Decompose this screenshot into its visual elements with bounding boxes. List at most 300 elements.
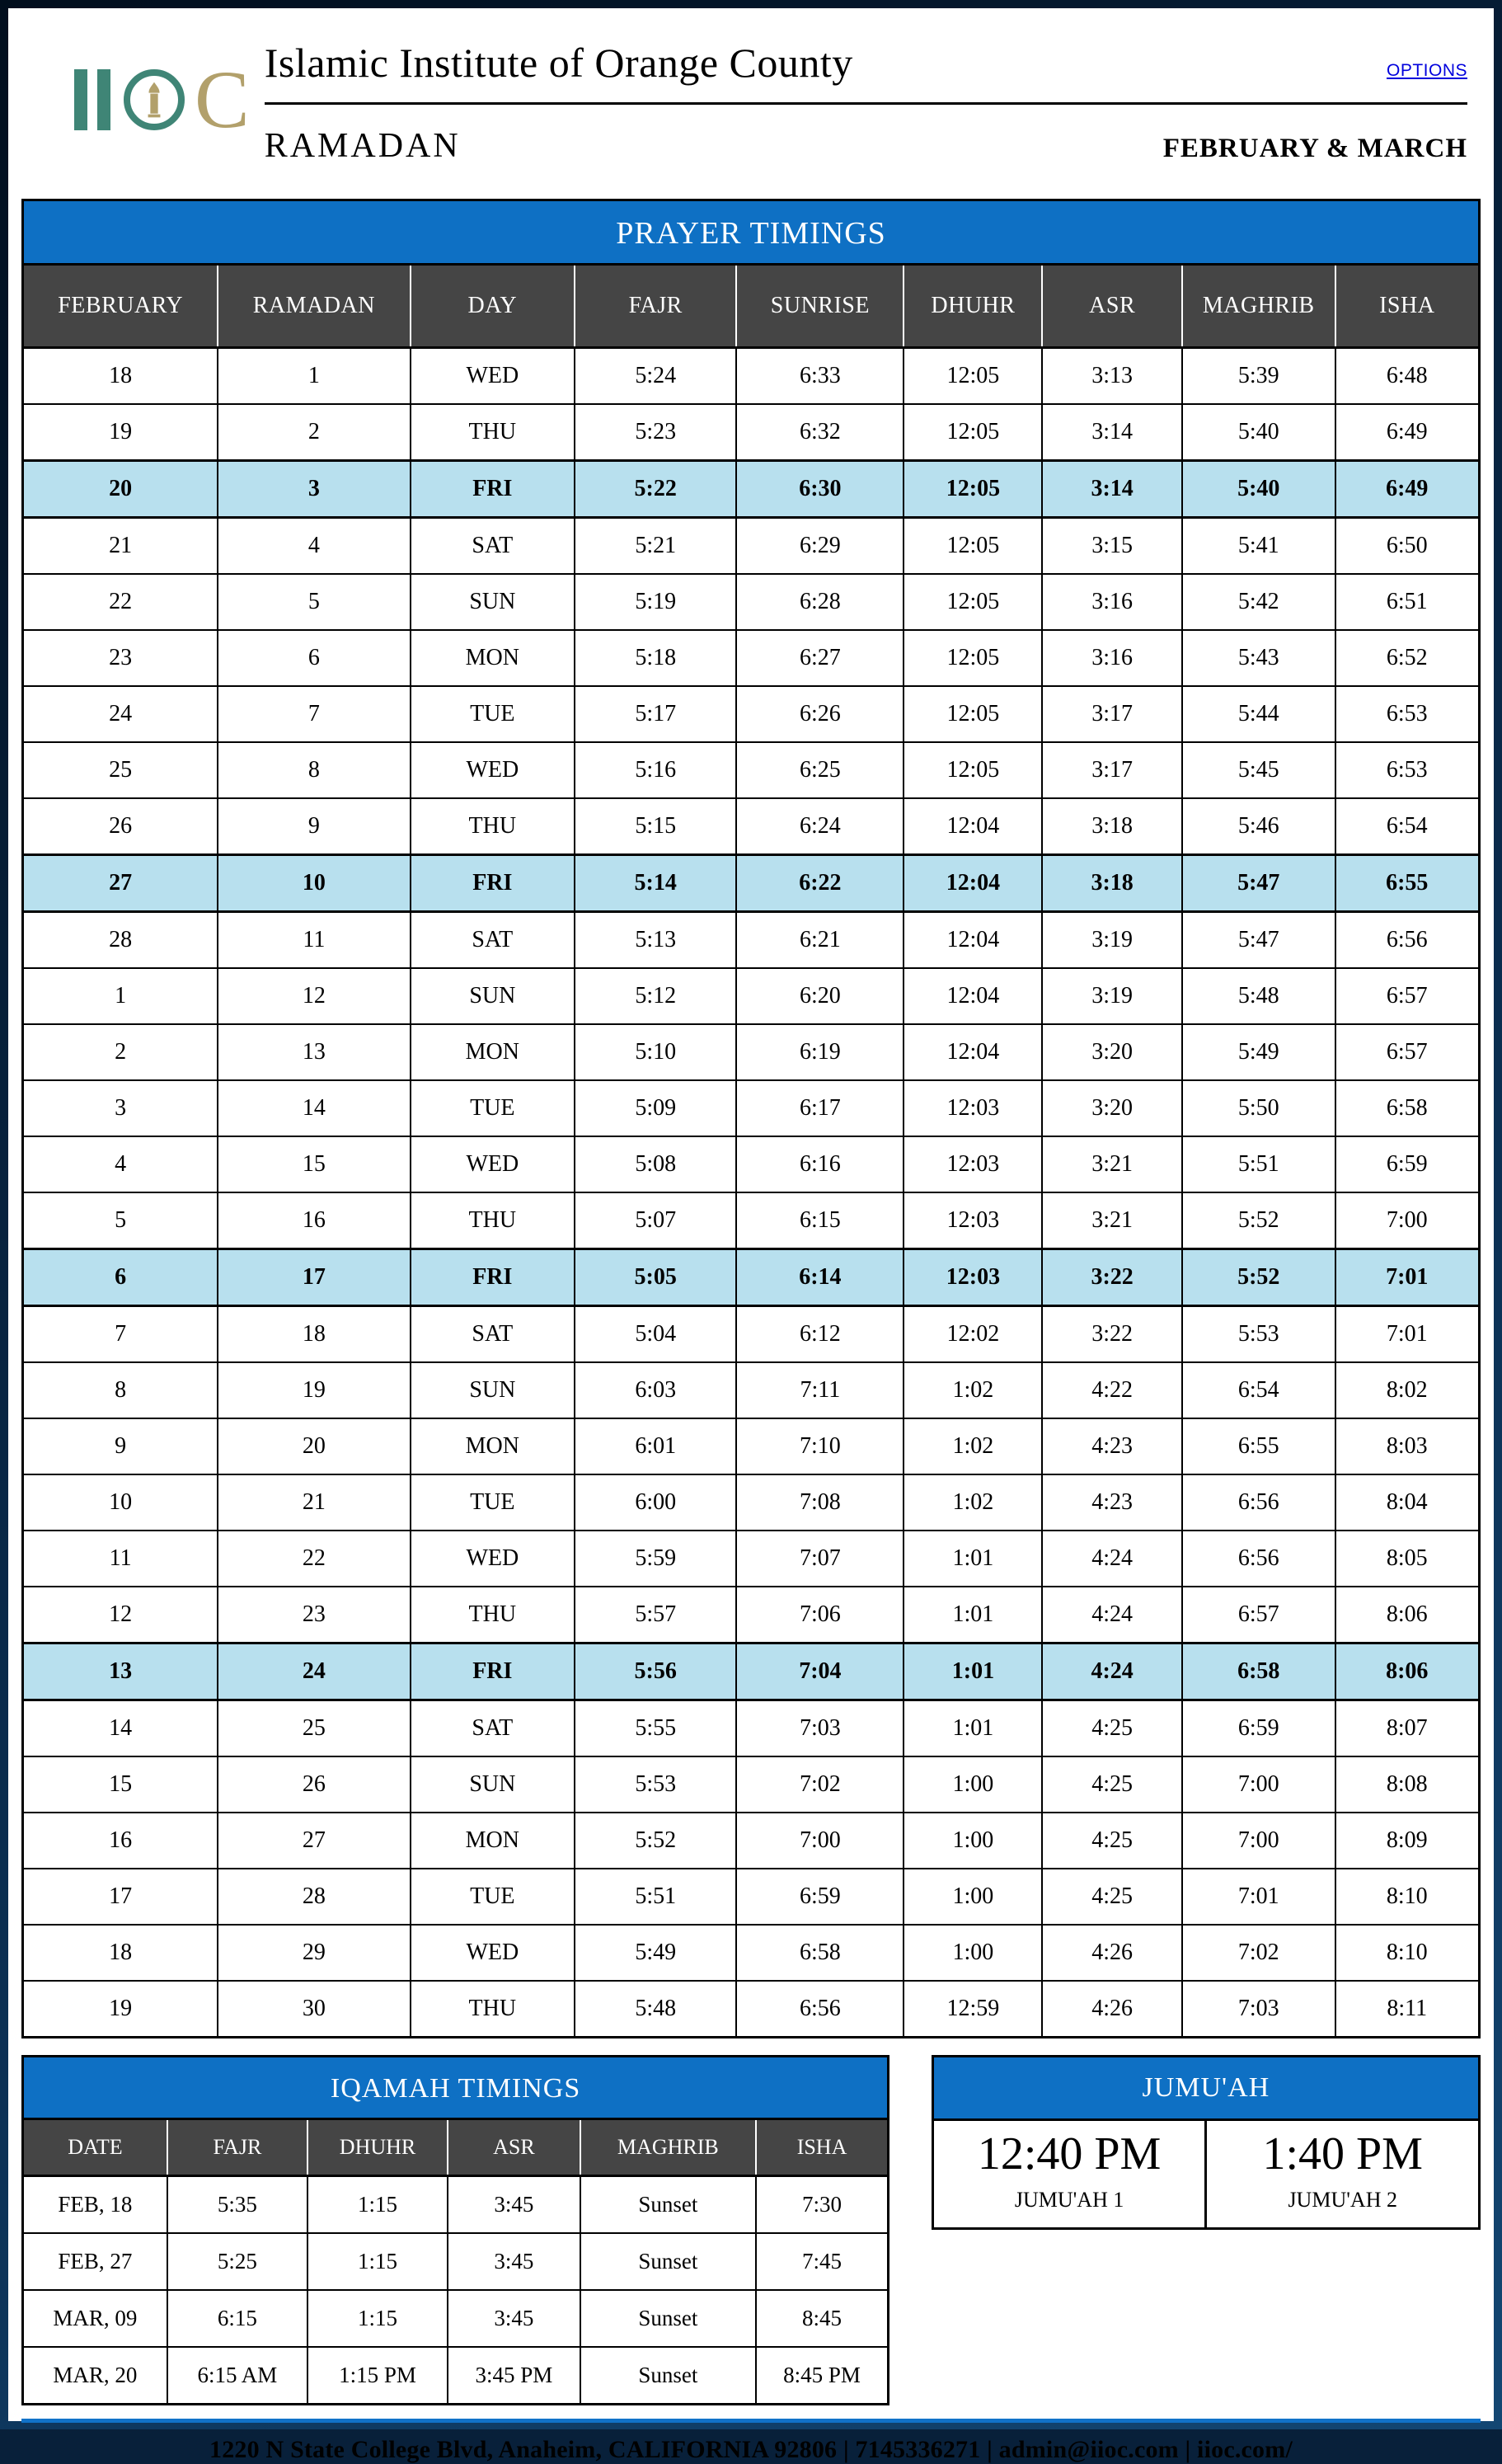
table-row bbox=[23, 2233, 889, 2290]
cell-maghrib: 6:56 bbox=[1182, 1531, 1335, 1587]
logo-c-letter: C bbox=[195, 54, 250, 145]
cell-sunrise: 6:26 bbox=[736, 686, 904, 742]
cell-sunrise: 6:21 bbox=[736, 911, 904, 968]
footer-address: 1220 N State College Blvd, Anaheim, CALIFORNIA 92806 | 7145336271 | admin@iioc.com | iioc.com/ bbox=[209, 2435, 1293, 2463]
cell-maghrib: 5:49 bbox=[1182, 1024, 1335, 1080]
cell-asr: 3:21 bbox=[1042, 1136, 1182, 1192]
cell-asr: 3:45 bbox=[448, 2290, 580, 2347]
cell-sunrise: 7:04 bbox=[736, 1643, 904, 1700]
cell-ramadan-day: 9 bbox=[218, 798, 410, 855]
cell-maghrib: Sunset bbox=[580, 2347, 756, 2405]
cell-weekday: FRI bbox=[411, 854, 575, 911]
table-row bbox=[23, 347, 1480, 404]
cell-fajr: 6:00 bbox=[575, 1474, 736, 1531]
cell-ramadan-day: 11 bbox=[218, 911, 410, 968]
cell-ramadan-day: 17 bbox=[218, 1248, 410, 1305]
cell-fajr: 5:19 bbox=[575, 574, 736, 630]
table-row bbox=[23, 1024, 1480, 1080]
cell-dhuhr: 1:00 bbox=[904, 1925, 1042, 1981]
cell-sunrise: 6:29 bbox=[736, 517, 904, 574]
cell-date: 5 bbox=[23, 1192, 218, 1249]
cell-weekday: THU bbox=[411, 1981, 575, 2038]
table-row bbox=[23, 1305, 1480, 1362]
table-row bbox=[23, 404, 1480, 461]
cell-weekday: MON bbox=[411, 630, 575, 686]
cell-date: 4 bbox=[23, 1136, 218, 1192]
iqamah-banner: IQAMAH TIMINGS bbox=[21, 2055, 889, 2118]
cell-sunrise: 7:10 bbox=[736, 1418, 904, 1474]
cell-dhuhr: 1:02 bbox=[904, 1474, 1042, 1531]
cell-maghrib: 7:03 bbox=[1182, 1981, 1335, 2038]
cell-fajr: 5:52 bbox=[575, 1813, 736, 1869]
table-row bbox=[23, 2347, 889, 2405]
cell-date: 19 bbox=[23, 1981, 218, 2038]
iqamah-col-fajr: FAJR bbox=[167, 2118, 307, 2175]
cell-isha: 8:07 bbox=[1335, 1700, 1480, 1756]
cell-dhuhr: 1:01 bbox=[904, 1531, 1042, 1587]
cell-maghrib: 5:50 bbox=[1182, 1080, 1335, 1136]
cell-isha: 8:09 bbox=[1335, 1813, 1480, 1869]
cell-asr: 4:24 bbox=[1042, 1531, 1182, 1587]
cell-dhuhr: 1:00 bbox=[904, 1813, 1042, 1869]
cell-ramadan-day: 30 bbox=[218, 1981, 410, 2038]
cell-date: 18 bbox=[23, 347, 218, 404]
table-row bbox=[23, 854, 1480, 911]
table-row bbox=[23, 968, 1480, 1024]
table-row bbox=[23, 2175, 889, 2233]
cell-isha: 8:05 bbox=[1335, 1531, 1480, 1587]
cell-fajr: 5:10 bbox=[575, 1024, 736, 1080]
cell-maghrib: 5:42 bbox=[1182, 574, 1335, 630]
cell-date: 18 bbox=[23, 1925, 218, 1981]
cell-sunrise: 6:59 bbox=[736, 1869, 904, 1925]
cell-date: 14 bbox=[23, 1700, 218, 1756]
cell-sunrise: 6:24 bbox=[736, 798, 904, 855]
cell-dhuhr: 12:04 bbox=[904, 968, 1042, 1024]
cell-fajr: 5:51 bbox=[575, 1869, 736, 1925]
cell-asr: 3:21 bbox=[1042, 1192, 1182, 1249]
col-header-day: DAY bbox=[411, 264, 575, 347]
iqamah-col-maghrib: MAGHRIB bbox=[580, 2118, 756, 2175]
cell-dhuhr: 12:03 bbox=[904, 1136, 1042, 1192]
cell-fajr: 5:22 bbox=[575, 460, 736, 517]
prayer-timings-section bbox=[21, 199, 1481, 2038]
cell-maghrib: 5:40 bbox=[1182, 404, 1335, 461]
cell-fajr: 5:17 bbox=[575, 686, 736, 742]
cell-dhuhr: 1:15 bbox=[307, 2175, 448, 2233]
cell-ramadan-day: 23 bbox=[218, 1587, 410, 1643]
prayer-timings-table bbox=[21, 263, 1481, 2038]
cell-date: 23 bbox=[23, 630, 218, 686]
cell-dhuhr: 12:05 bbox=[904, 686, 1042, 742]
cell-sunrise: 6:14 bbox=[736, 1248, 904, 1305]
cell-fajr: 5:15 bbox=[575, 798, 736, 855]
cell-fajr: 5:55 bbox=[575, 1700, 736, 1756]
cell-isha: 8:10 bbox=[1335, 1869, 1480, 1925]
prayer-timings-banner: PRAYER TIMINGS bbox=[21, 199, 1481, 263]
cell-dhuhr: 12:59 bbox=[904, 1981, 1042, 2038]
cell-dhuhr: 12:05 bbox=[904, 460, 1042, 517]
bottom-section bbox=[21, 2055, 1481, 2405]
cell-date: 28 bbox=[23, 911, 218, 968]
logo-minaret-icon bbox=[124, 69, 185, 130]
cell-fajr: 5:05 bbox=[575, 1248, 736, 1305]
table-row bbox=[23, 1925, 1480, 1981]
cell-asr: 4:25 bbox=[1042, 1700, 1182, 1756]
cell-asr: 3:45 PM bbox=[448, 2347, 580, 2405]
cell-maghrib: 7:00 bbox=[1182, 1813, 1335, 1869]
table-row bbox=[23, 630, 1480, 686]
cell-ramadan-day: 1 bbox=[218, 347, 410, 404]
cell-ramadan-day: 27 bbox=[218, 1813, 410, 1869]
cell-asr: 3:22 bbox=[1042, 1248, 1182, 1305]
cell-isha: 6:52 bbox=[1335, 630, 1480, 686]
table-row bbox=[23, 686, 1480, 742]
cell-sunrise: 6:56 bbox=[736, 1981, 904, 2038]
cell-fajr: 5:48 bbox=[575, 1981, 736, 2038]
cell-isha: 8:03 bbox=[1335, 1418, 1480, 1474]
cell-dhuhr: 12:05 bbox=[904, 630, 1042, 686]
cell-date: 17 bbox=[23, 1869, 218, 1925]
iioc-logo bbox=[74, 54, 250, 145]
cell-fajr: 5:25 bbox=[167, 2233, 307, 2290]
table-row bbox=[23, 798, 1480, 855]
cell-weekday: WED bbox=[411, 1136, 575, 1192]
cell-maghrib: 6:55 bbox=[1182, 1418, 1335, 1474]
cell-asr: 3:14 bbox=[1042, 404, 1182, 461]
cell-ramadan-day: 19 bbox=[218, 1362, 410, 1418]
cell-fajr: 5:21 bbox=[575, 517, 736, 574]
cell-isha: 6:50 bbox=[1335, 517, 1480, 574]
table-row bbox=[23, 1136, 1480, 1192]
cell-asr: 4:26 bbox=[1042, 1925, 1182, 1981]
col-header-sunrise: SUNRISE bbox=[736, 264, 904, 347]
cell-date: 22 bbox=[23, 574, 218, 630]
cell-sunrise: 6:15 bbox=[736, 1192, 904, 1249]
cell-maghrib: 5:44 bbox=[1182, 686, 1335, 742]
options-link[interactable]: OPTIONS bbox=[1386, 61, 1467, 80]
cell-maghrib: 5:51 bbox=[1182, 1136, 1335, 1192]
cell-isha: 6:56 bbox=[1335, 911, 1480, 968]
table-row bbox=[23, 1700, 1480, 1756]
table-row bbox=[23, 2290, 889, 2347]
jumuah-2-label: JUMU'AH 2 bbox=[1288, 2188, 1397, 2212]
cell-date: 3 bbox=[23, 1080, 218, 1136]
cell-dhuhr: 1:01 bbox=[904, 1587, 1042, 1643]
cell-weekday: FRI bbox=[411, 1248, 575, 1305]
iqamah-table bbox=[21, 2118, 889, 2405]
cell-weekday: WED bbox=[411, 1531, 575, 1587]
cell-dhuhr: 12:04 bbox=[904, 911, 1042, 968]
cell-sunrise: 6:27 bbox=[736, 630, 904, 686]
cell-isha: 8:06 bbox=[1335, 1587, 1480, 1643]
cell-sunrise: 6:32 bbox=[736, 404, 904, 461]
cell-sunrise: 6:30 bbox=[736, 460, 904, 517]
col-header-february: FEBRUARY bbox=[23, 264, 218, 347]
cell-dhuhr: 12:03 bbox=[904, 1080, 1042, 1136]
cell-asr: 3:17 bbox=[1042, 686, 1182, 742]
cell-sunrise: 6:25 bbox=[736, 742, 904, 798]
cell-date: 20 bbox=[23, 460, 218, 517]
cell-weekday: SAT bbox=[411, 1305, 575, 1362]
cell-maghrib: 5:53 bbox=[1182, 1305, 1335, 1362]
cell-ramadan-day: 29 bbox=[218, 1925, 410, 1981]
cell-fajr: 5:35 bbox=[167, 2175, 307, 2233]
cell-date: 24 bbox=[23, 686, 218, 742]
cell-weekday: THU bbox=[411, 404, 575, 461]
col-header-dhuhr: DHUHR bbox=[904, 264, 1042, 347]
cell-asr: 3:17 bbox=[1042, 742, 1182, 798]
header bbox=[21, 8, 1481, 166]
header-main bbox=[265, 38, 1467, 166]
table-row bbox=[23, 1869, 1480, 1925]
ramadan-subtitle: RAMADAN bbox=[264, 126, 461, 165]
iqamah-col-date: DATE bbox=[23, 2118, 167, 2175]
cell-weekday: MON bbox=[411, 1418, 575, 1474]
table-row bbox=[23, 1981, 1480, 2038]
cell-date: 25 bbox=[23, 742, 218, 798]
cell-weekday: SAT bbox=[411, 517, 575, 574]
cell-ramadan-day: 2 bbox=[218, 404, 410, 461]
cell-weekday: TUE bbox=[411, 1869, 575, 1925]
cell-fajr: 5:08 bbox=[575, 1136, 736, 1192]
cell-asr: 3:45 bbox=[448, 2233, 580, 2290]
cell-asr: 3:16 bbox=[1042, 574, 1182, 630]
cell-ramadan-day: 6 bbox=[218, 630, 410, 686]
iqamah-col-isha: ISHA bbox=[756, 2118, 889, 2175]
table-row bbox=[23, 1474, 1480, 1531]
cell-asr: 4:24 bbox=[1042, 1587, 1182, 1643]
cell-ramadan-day: 13 bbox=[218, 1024, 410, 1080]
cell-ramadan-day: 20 bbox=[218, 1418, 410, 1474]
cell-dhuhr: 12:03 bbox=[904, 1192, 1042, 1249]
col-header-asr: ASR bbox=[1042, 264, 1182, 347]
cell-maghrib: 7:01 bbox=[1182, 1869, 1335, 1925]
cell-asr: 3:18 bbox=[1042, 798, 1182, 855]
cell-isha: 7:01 bbox=[1335, 1248, 1480, 1305]
cell-dhuhr: 12:05 bbox=[904, 347, 1042, 404]
cell-ramadan-day: 26 bbox=[218, 1756, 410, 1813]
cell-date: 16 bbox=[23, 1813, 218, 1869]
cell-maghrib: 6:57 bbox=[1182, 1587, 1335, 1643]
cell-date: 2 bbox=[23, 1024, 218, 1080]
cell-fajr: 5:12 bbox=[575, 968, 736, 1024]
cell-ramadan-day: 25 bbox=[218, 1700, 410, 1756]
table-row bbox=[23, 1248, 1480, 1305]
cell-fajr: 5:49 bbox=[575, 1925, 736, 1981]
cell-fajr: 5:13 bbox=[575, 911, 736, 968]
cell-isha: 6:55 bbox=[1335, 854, 1480, 911]
cell-isha: 8:06 bbox=[1335, 1643, 1480, 1700]
cell-asr: 3:45 bbox=[448, 2175, 580, 2233]
table-row bbox=[23, 1192, 1480, 1249]
cell-sunrise: 7:07 bbox=[736, 1531, 904, 1587]
jumuah-2-time: 1:40 PM bbox=[1262, 2128, 1423, 2180]
month-period: FEBRUARY & MARCH bbox=[1162, 133, 1467, 163]
table-row bbox=[23, 460, 1480, 517]
cell-ramadan-day: 18 bbox=[218, 1305, 410, 1362]
cell-ramadan-day: 15 bbox=[218, 1136, 410, 1192]
col-header-maghrib: MAGHRIB bbox=[1182, 264, 1335, 347]
col-header-ramadan: RAMADAN bbox=[218, 264, 410, 347]
cell-weekday: SUN bbox=[411, 574, 575, 630]
cell-fajr: 5:53 bbox=[575, 1756, 736, 1813]
cell-sunrise: 6:17 bbox=[736, 1080, 904, 1136]
cell-isha: 6:49 bbox=[1335, 404, 1480, 461]
cell-ramadan-day: 28 bbox=[218, 1869, 410, 1925]
cell-dhuhr: 12:05 bbox=[904, 404, 1042, 461]
table-row bbox=[23, 1362, 1480, 1418]
cell-isha: 6:53 bbox=[1335, 686, 1480, 742]
cell-maghrib: 5:52 bbox=[1182, 1192, 1335, 1249]
cell-isha: 7:00 bbox=[1335, 1192, 1480, 1249]
cell-ramadan-day: 3 bbox=[218, 460, 410, 517]
cell-isha: 7:30 bbox=[756, 2175, 889, 2233]
cell-sunrise: 6:19 bbox=[736, 1024, 904, 1080]
logo-bar-icon bbox=[97, 69, 110, 130]
cell-isha: 6:53 bbox=[1335, 742, 1480, 798]
cell-sunrise: 6:33 bbox=[736, 347, 904, 404]
cell-weekday: MON bbox=[411, 1024, 575, 1080]
cell-dhuhr: 1:15 PM bbox=[307, 2347, 448, 2405]
cell-weekday: WED bbox=[411, 1925, 575, 1981]
cell-isha: 7:45 bbox=[756, 2233, 889, 2290]
cell-isha: 8:45 PM bbox=[756, 2347, 889, 2405]
cell-asr: 4:23 bbox=[1042, 1418, 1182, 1474]
cell-asr: 3:15 bbox=[1042, 517, 1182, 574]
cell-date: FEB, 27 bbox=[23, 2233, 167, 2290]
cell-asr: 3:20 bbox=[1042, 1080, 1182, 1136]
cell-maghrib: 5:41 bbox=[1182, 517, 1335, 574]
cell-weekday: THU bbox=[411, 798, 575, 855]
cell-isha: 6:48 bbox=[1335, 347, 1480, 404]
cell-weekday: TUE bbox=[411, 1474, 575, 1531]
cell-dhuhr: 12:04 bbox=[904, 1024, 1042, 1080]
cell-fajr: 6:03 bbox=[575, 1362, 736, 1418]
table-row bbox=[23, 1587, 1480, 1643]
cell-fajr: 5:09 bbox=[575, 1080, 736, 1136]
cell-asr: 3:22 bbox=[1042, 1305, 1182, 1362]
cell-maghrib: 6:56 bbox=[1182, 1474, 1335, 1531]
cell-dhuhr: 12:05 bbox=[904, 574, 1042, 630]
cell-weekday: SUN bbox=[411, 1362, 575, 1418]
cell-ramadan-day: 4 bbox=[218, 517, 410, 574]
iqamah-section bbox=[21, 2055, 889, 2405]
cell-isha: 8:02 bbox=[1335, 1362, 1480, 1418]
cell-maghrib: 7:00 bbox=[1182, 1756, 1335, 1813]
cell-dhuhr: 1:02 bbox=[904, 1418, 1042, 1474]
cell-ramadan-day: 21 bbox=[218, 1474, 410, 1531]
cell-sunrise: 6:12 bbox=[736, 1305, 904, 1362]
cell-isha: 8:45 bbox=[756, 2290, 889, 2347]
cell-weekday: WED bbox=[411, 742, 575, 798]
cell-dhuhr: 1:02 bbox=[904, 1362, 1042, 1418]
cell-weekday: THU bbox=[411, 1192, 575, 1249]
table-row bbox=[23, 1080, 1480, 1136]
cell-asr: 3:20 bbox=[1042, 1024, 1182, 1080]
cell-ramadan-day: 22 bbox=[218, 1531, 410, 1587]
cell-isha: 8:08 bbox=[1335, 1756, 1480, 1813]
cell-sunrise: 7:08 bbox=[736, 1474, 904, 1531]
cell-ramadan-day: 24 bbox=[218, 1643, 410, 1700]
cell-ramadan-day: 14 bbox=[218, 1080, 410, 1136]
iqamah-col-dhuhr: DHUHR bbox=[307, 2118, 448, 2175]
cell-dhuhr: 1:15 bbox=[307, 2290, 448, 2347]
cell-sunrise: 7:02 bbox=[736, 1756, 904, 1813]
cell-weekday: WED bbox=[411, 347, 575, 404]
cell-dhuhr: 1:15 bbox=[307, 2233, 448, 2290]
cell-date: 1 bbox=[23, 968, 218, 1024]
cell-maghrib: 5:52 bbox=[1182, 1248, 1335, 1305]
cell-fajr: 5:16 bbox=[575, 742, 736, 798]
cell-asr: 4:25 bbox=[1042, 1756, 1182, 1813]
jumuah-slot-1 bbox=[934, 2121, 1208, 2228]
cell-isha: 6:51 bbox=[1335, 574, 1480, 630]
cell-sunrise: 7:03 bbox=[736, 1700, 904, 1756]
cell-sunrise: 6:20 bbox=[736, 968, 904, 1024]
cell-sunrise: 6:16 bbox=[736, 1136, 904, 1192]
cell-maghrib: 5:47 bbox=[1182, 854, 1335, 911]
cell-maghrib: 5:43 bbox=[1182, 630, 1335, 686]
iqamah-col-asr: ASR bbox=[448, 2118, 580, 2175]
cell-date: MAR, 09 bbox=[23, 2290, 167, 2347]
cell-asr: 3:19 bbox=[1042, 968, 1182, 1024]
cell-maghrib: 7:02 bbox=[1182, 1925, 1335, 1981]
cell-weekday: MON bbox=[411, 1813, 575, 1869]
cell-weekday: TUE bbox=[411, 686, 575, 742]
jumuah-banner: JUMU'AH bbox=[934, 2057, 1478, 2121]
cell-weekday: FRI bbox=[411, 460, 575, 517]
cell-dhuhr: 12:05 bbox=[904, 742, 1042, 798]
cell-date: FEB, 18 bbox=[23, 2175, 167, 2233]
cell-fajr: 5:57 bbox=[575, 1587, 736, 1643]
cell-date: 19 bbox=[23, 404, 218, 461]
cell-weekday: SUN bbox=[411, 968, 575, 1024]
cell-weekday: FRI bbox=[411, 1643, 575, 1700]
cell-maghrib: Sunset bbox=[580, 2233, 756, 2290]
footer-divider bbox=[21, 2419, 1481, 2423]
cell-fajr: 5:04 bbox=[575, 1305, 736, 1362]
cell-date: 21 bbox=[23, 517, 218, 574]
cell-dhuhr: 12:03 bbox=[904, 1248, 1042, 1305]
cell-dhuhr: 1:00 bbox=[904, 1756, 1042, 1813]
cell-fajr: 5:14 bbox=[575, 854, 736, 911]
cell-sunrise: 7:06 bbox=[736, 1587, 904, 1643]
table-row bbox=[23, 1756, 1480, 1813]
cell-date: 9 bbox=[23, 1418, 218, 1474]
jumuah-1-time: 12:40 PM bbox=[977, 2128, 1162, 2180]
cell-ramadan-day: 5 bbox=[218, 574, 410, 630]
cell-isha: 7:01 bbox=[1335, 1305, 1480, 1362]
cell-weekday: SAT bbox=[411, 1700, 575, 1756]
cell-dhuhr: 1:01 bbox=[904, 1643, 1042, 1700]
cell-maghrib: 5:47 bbox=[1182, 911, 1335, 968]
cell-maghrib: Sunset bbox=[580, 2175, 756, 2233]
cell-fajr: 5:07 bbox=[575, 1192, 736, 1249]
cell-weekday: TUE bbox=[411, 1080, 575, 1136]
cell-sunrise: 7:11 bbox=[736, 1362, 904, 1418]
cell-fajr: 5:56 bbox=[575, 1643, 736, 1700]
table-row bbox=[23, 742, 1480, 798]
cell-fajr: 5:23 bbox=[575, 404, 736, 461]
page bbox=[8, 8, 1494, 2463]
cell-maghrib: 6:54 bbox=[1182, 1362, 1335, 1418]
cell-isha: 8:11 bbox=[1335, 1981, 1480, 2038]
cell-sunrise: 6:58 bbox=[736, 1925, 904, 1981]
page-title: Islamic Institute of Orange County bbox=[264, 40, 853, 86]
prayer-header-row bbox=[23, 264, 1480, 347]
cell-asr: 3:19 bbox=[1042, 911, 1182, 968]
